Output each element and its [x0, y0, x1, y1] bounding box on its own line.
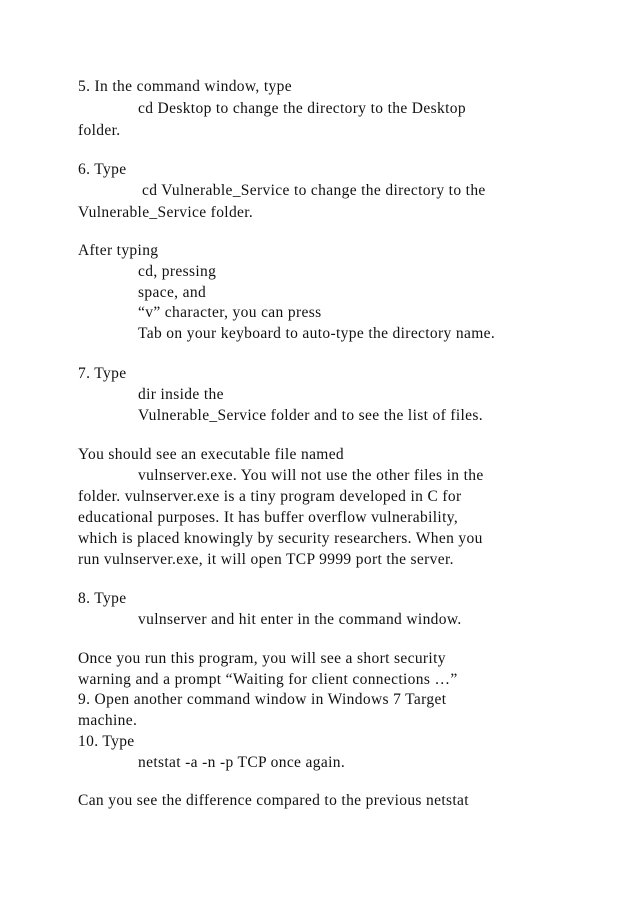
- tip-line-2: space, and: [138, 284, 207, 301]
- step-10-instruction: netstat -a -n -p TCP once again.: [138, 754, 346, 771]
- tip-heading: After typing: [78, 242, 159, 259]
- step-7-continuation: Vulnerable_Service folder and to see the list of files.: [138, 407, 483, 424]
- explanation-line-3: folder. vulnserver.exe is a tiny program developed in C for: [78, 488, 462, 505]
- step-9-text: 9. Open another command window in Windows 7 Target: [78, 691, 447, 708]
- step-6-instruction: cd Vulnerable_Service to change the directory to the: [142, 182, 486, 199]
- step-5-heading: 5. In the command window, type: [78, 78, 292, 95]
- step-7-heading: 7. Type: [78, 365, 127, 382]
- step-10-heading: 10. Type: [78, 733, 135, 750]
- explanation-line-6: run vulnserver.exe, it will open TCP 9999 port the server.: [78, 551, 454, 568]
- explanation-line-1: You should see an executable file named: [78, 446, 345, 463]
- step-5-continuation: folder.: [78, 122, 121, 139]
- step-9-continuation: machine.: [78, 712, 138, 729]
- step-6-continuation: Vulnerable_Service folder.: [78, 204, 254, 221]
- step-8-heading: 8. Type: [78, 590, 127, 607]
- step-8-instruction: vulnserver and hit enter in the command window.: [138, 611, 462, 628]
- question-line: Can you see the difference compared to the previous netstat: [78, 792, 469, 809]
- step-7-instruction: dir inside the: [138, 386, 224, 403]
- run-note-line-1: Once you run this program, you will see a short security: [78, 650, 446, 667]
- tip-line-1: cd, pressing: [138, 263, 217, 280]
- explanation-line-4: educational purposes. It has buffer overflow vulnerability,: [78, 509, 459, 526]
- step-5-instruction: cd Desktop to change the directory to the Desktop: [138, 100, 466, 117]
- explanation-line-2: vulnserver.exe. You will not use the other files in the: [138, 467, 484, 484]
- run-note-line-2: warning and a prompt “Waiting for client connections …”: [78, 671, 458, 688]
- tip-line-4: Tab on your keyboard to auto-type the directory name.: [138, 325, 496, 342]
- step-6-heading: 6. Type: [78, 161, 127, 178]
- tip-line-3: “v” character, you can press: [138, 304, 322, 321]
- explanation-line-5: which is placed knowingly by security researchers. When you: [78, 530, 483, 547]
